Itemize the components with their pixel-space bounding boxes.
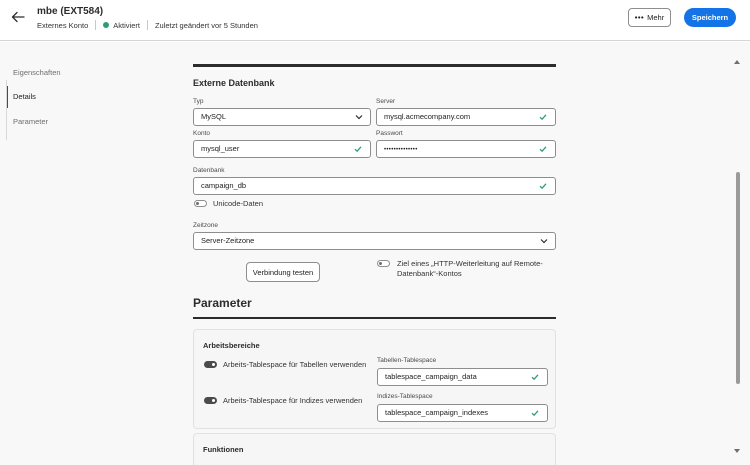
http-target-label: Ziel eines „HTTP-Weiterleitung auf Remote-Datenbank“-Kontos — [397, 259, 543, 278]
tables-tablespace-field[interactable] — [377, 368, 548, 386]
checkmark-icon — [539, 182, 547, 190]
nav-item-eigenschaften[interactable]: Eigenschaften — [13, 68, 61, 77]
chevron-down-icon — [540, 238, 548, 244]
account-value: mysql_user — [201, 144, 240, 153]
type-label: Typ — [193, 98, 204, 105]
parameters-title: Parameter — [193, 296, 252, 310]
checkmark-icon — [539, 145, 547, 153]
server-label: Server — [376, 98, 396, 105]
more-dots-icon: ••• — [634, 13, 645, 22]
unicode-label: Unicode-Daten — [213, 199, 264, 208]
functions-title: Funktionen — [203, 445, 244, 454]
nav-item-details[interactable]: Details — [6, 86, 76, 108]
scrollbar-thumb[interactable] — [736, 172, 740, 384]
unicode-toggle[interactable] — [194, 200, 207, 207]
status-dot-icon — [103, 22, 109, 28]
functions-card — [193, 433, 556, 465]
nav-item-parameter[interactable]: Parameter — [13, 117, 49, 126]
account-label: Konto — [193, 130, 210, 137]
server-field[interactable] — [376, 108, 556, 126]
tables-tablespace-toggle-label: Arbeits-Tablespace für Tabellen verwenden — [223, 360, 367, 369]
scroll-down-icon[interactable] — [734, 449, 740, 453]
toggle-knob — [212, 399, 215, 402]
more-label: Mehr — [647, 13, 665, 22]
checkmark-icon — [354, 145, 362, 153]
back-arrow-icon[interactable] — [10, 9, 26, 25]
password-label: Passwort — [376, 130, 403, 137]
database-field[interactable] — [193, 177, 556, 195]
section-divider — [193, 317, 556, 319]
indexes-tablespace-field[interactable] — [377, 404, 548, 422]
account-type: Externes Konto — [37, 20, 89, 30]
timezone-value: Server-Zeitzone — [201, 236, 255, 245]
timezone-label: Zeitzone — [193, 222, 218, 229]
divider — [95, 20, 96, 30]
external-db-title: Externe Datenbank — [193, 78, 275, 88]
toggle-knob — [379, 262, 382, 265]
more-button[interactable] — [628, 8, 671, 27]
type-select[interactable] — [193, 108, 371, 126]
indexes-tablespace-toggle-label: Arbeits-Tablespace für Indizes verwenden — [223, 396, 363, 405]
indexes-tablespace-toggle[interactable] — [204, 397, 217, 404]
timezone-select[interactable] — [193, 232, 556, 250]
account-field[interactable] — [193, 140, 371, 158]
checkmark-icon — [531, 409, 539, 417]
checkmark-icon — [531, 373, 539, 381]
tables-tablespace-label: Tabellen-Tablespace — [377, 357, 437, 364]
divider — [147, 20, 148, 30]
toggle-knob — [196, 202, 199, 205]
chevron-down-icon — [355, 114, 363, 120]
database-value: campaign_db — [201, 181, 247, 190]
test-connection-button[interactable]: Verbindung testen — [246, 262, 320, 282]
status-badge: Aktiviert — [113, 20, 140, 30]
tables-tablespace-value: tablespace_campaign_data — [385, 372, 477, 381]
header — [0, 0, 750, 41]
workspaces-card — [193, 329, 556, 429]
nav-divider — [6, 80, 7, 140]
password-field[interactable] — [376, 140, 556, 158]
section-divider — [193, 64, 556, 67]
type-value: MySQL — [201, 112, 227, 121]
scroll-up-icon[interactable] — [734, 60, 740, 64]
last-modified: Zuletzt geändert vor 5 Stunden — [154, 20, 258, 30]
server-value: mysql.acmecompany.com — [384, 112, 471, 121]
checkmark-icon — [539, 113, 547, 121]
password-value: •••••••••••••• — [384, 147, 418, 153]
indexes-tablespace-value: tablespace_campaign_indexes — [385, 408, 488, 417]
page-title: mbe (EXT584) — [37, 6, 104, 17]
http-target-toggle[interactable] — [377, 260, 390, 267]
tables-tablespace-toggle[interactable] — [204, 361, 217, 368]
indexes-tablespace-label: Indizes-Tablespace — [377, 393, 433, 400]
header-subline — [37, 20, 258, 30]
toggle-knob — [212, 363, 215, 366]
workspaces-title: Arbeitsbereiche — [203, 341, 260, 350]
save-button[interactable]: Speichern — [684, 8, 736, 27]
database-label: Datenbank — [193, 167, 225, 174]
